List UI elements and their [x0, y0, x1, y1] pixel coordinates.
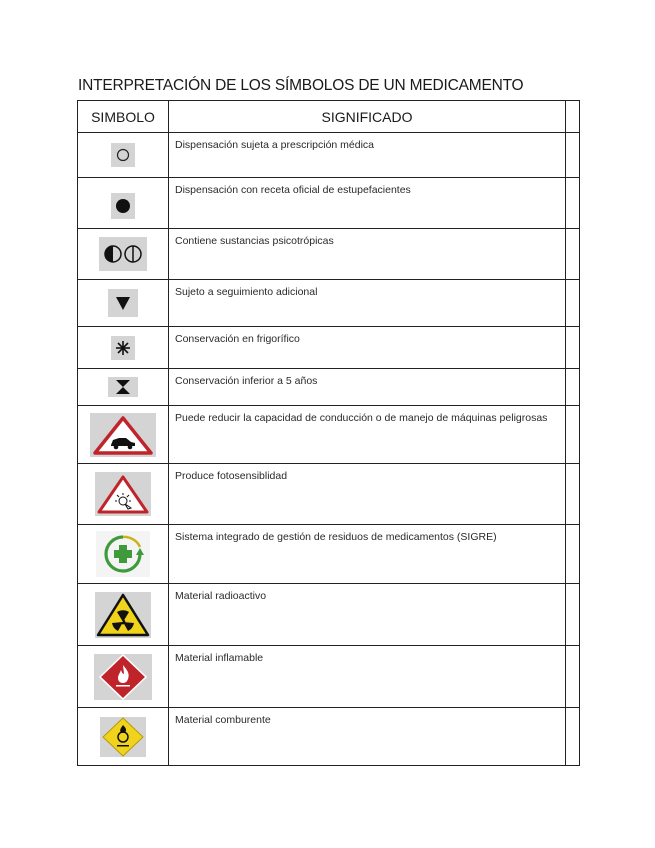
table-row: [78, 133, 580, 178]
symbol-cell: [78, 133, 169, 178]
car-warning-icon: [90, 413, 156, 457]
symbol-cell: [78, 369, 169, 406]
meaning-cell: Produce fotosensiblidad: [169, 464, 566, 525]
symbol-cell: [78, 646, 169, 708]
symbol-cell: [78, 229, 169, 280]
flammable-icon: [94, 654, 152, 700]
table-row: [78, 646, 580, 708]
empty-cell: [566, 229, 580, 280]
table-row: [78, 178, 580, 229]
asterisk-icon: [111, 336, 135, 360]
table-row: [78, 229, 580, 280]
table-row: [78, 708, 580, 766]
inverted-triangle-icon: [108, 289, 138, 317]
empty-cell: [566, 133, 580, 178]
meaning-cell: Conservación en frigorífico: [169, 327, 566, 369]
symbol-cell: [78, 280, 169, 327]
sun-warning-icon: [95, 472, 151, 516]
symbols-table: [77, 100, 580, 766]
meaning-cell: Puede reducir la capacidad de conducción o de manejo de máquinas peligrosas: [169, 406, 566, 464]
meaning-cell: Material comburente: [169, 708, 566, 766]
symbol-cell: [78, 327, 169, 369]
empty-cell: [566, 369, 580, 406]
empty-cell: [566, 406, 580, 464]
table-row: [78, 327, 580, 369]
sigre-recycle-icon: [96, 531, 150, 577]
meaning-cell: Conservación inferior a 5 años: [169, 369, 566, 406]
meaning-cell: Sujeto a seguimiento adicional: [169, 280, 566, 327]
header-empty: [566, 101, 580, 133]
hourglass-icon: [108, 377, 138, 397]
filled-circle-icon: [111, 193, 135, 219]
meaning-cell: Sistema integrado de gestión de residuos de medicamentos (SIGRE): [169, 525, 566, 584]
empty-cell: [566, 280, 580, 327]
radioactive-icon: [95, 592, 151, 638]
empty-cell: [566, 464, 580, 525]
meaning-cell: Dispensación con receta oficial de estupefacientes: [169, 178, 566, 229]
symbol-cell: [78, 525, 169, 584]
symbol-cell: [78, 708, 169, 766]
empty-cell: [566, 584, 580, 646]
meaning-cell: Contiene sustancias psicotrópicas: [169, 229, 566, 280]
symbol-cell: [78, 584, 169, 646]
header-meaning: SIGNIFICADO: [169, 101, 566, 133]
table-row: [78, 280, 580, 327]
symbol-cell: [78, 406, 169, 464]
table-row: [78, 464, 580, 525]
table-row: [78, 525, 580, 584]
empty-cell: [566, 708, 580, 766]
header-symbol: SIMBOLO: [78, 101, 169, 133]
table-row: [78, 406, 580, 464]
half-circles-icon: [99, 237, 147, 271]
empty-cell: [566, 525, 580, 584]
table-row: [78, 584, 580, 646]
symbol-cell: [78, 178, 169, 229]
meaning-cell: Dispensación sujeta a prescripción médica: [169, 133, 566, 178]
empty-cell: [566, 178, 580, 229]
meaning-cell: Material radioactivo: [169, 584, 566, 646]
table-row: [78, 369, 580, 406]
symbol-cell: [78, 464, 169, 525]
oxidizer-icon: [100, 717, 146, 757]
empty-cell: [566, 327, 580, 369]
document-title: INTERPRETACIÓN DE LOS SÍMBOLOS DE UN MEDICAMENTO: [78, 77, 524, 94]
table-header-row: [78, 101, 580, 133]
open-circle-icon: [111, 143, 135, 167]
meaning-cell: Material inflamable: [169, 646, 566, 708]
empty-cell: [566, 646, 580, 708]
